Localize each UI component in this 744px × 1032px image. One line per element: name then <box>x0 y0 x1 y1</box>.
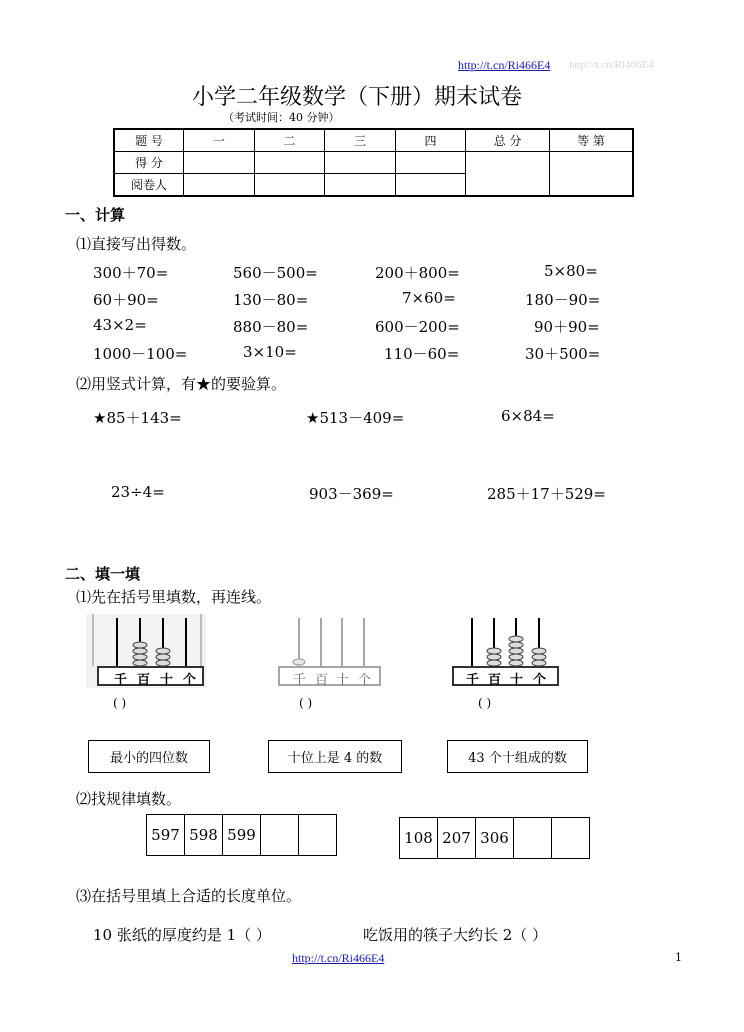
score-row-label: 得 分 <box>114 152 184 174</box>
section2-heading: 二、填一填 <box>65 565 141 583</box>
oral-item: 600－200= <box>375 318 460 336</box>
abacus-answer-blank[interactable]: ( ) <box>113 696 127 710</box>
score-cell[interactable] <box>184 174 255 197</box>
score-cell[interactable] <box>396 174 466 197</box>
oral-item: 7×60= <box>402 289 456 307</box>
s2-q2-prompt: ⑵找规律填数。 <box>76 790 182 808</box>
abacus-1 <box>86 614 206 688</box>
sequence-cell: 598 <box>185 815 223 856</box>
header-link[interactable]: http://t.cn/Ri466E4 <box>458 58 551 72</box>
score-cell[interactable] <box>325 174 396 197</box>
oral-item: 180－90= <box>525 291 601 309</box>
oral-item: 560－500= <box>233 264 318 282</box>
oral-item: 5×80= <box>544 262 598 280</box>
sequence-cell: 599 <box>223 815 261 856</box>
oral-item: 130－80= <box>233 291 309 309</box>
vertical-item: ★513－409= <box>306 409 405 427</box>
match-box-label: 十位上是 4 的数 <box>287 751 383 766</box>
vertical-item: 285＋17＋529= <box>487 485 606 503</box>
sequence-cell: 306 <box>476 818 514 859</box>
sequence-blank[interactable] <box>299 815 337 856</box>
vertical-item: 23÷4= <box>111 483 165 501</box>
score-table <box>113 128 634 197</box>
score-header-cell: 三 <box>325 129 396 152</box>
score-cell[interactable] <box>396 152 466 174</box>
score-header-cell: 一 <box>184 129 255 152</box>
abacus-2 <box>278 614 382 688</box>
sequence-cell: 108 <box>400 818 438 859</box>
oral-item: 880－80= <box>233 318 309 336</box>
abacus-label: 千 <box>466 673 480 688</box>
abacus-label: 十 <box>160 673 174 688</box>
q1-prompt: ⑴直接写出得数。 <box>76 235 197 253</box>
abacus-label: 千 <box>293 673 307 688</box>
score-row-label: 阅卷人 <box>114 174 184 197</box>
abacus-label: 十 <box>336 673 350 688</box>
score-cell[interactable] <box>255 174 325 197</box>
abacus-label: 百 <box>488 673 502 688</box>
sequence-blank[interactable] <box>552 818 590 859</box>
abacus-label: 个 <box>183 673 197 688</box>
abacus-label: 百 <box>137 673 151 688</box>
total-score-cell[interactable] <box>466 152 550 197</box>
abacus-answer-blank[interactable]: ( ) <box>478 696 492 710</box>
score-cell[interactable] <box>255 152 325 174</box>
exam-time: （考试时间：40 分钟） <box>223 111 340 124</box>
score-header-cell: 总 分 <box>466 129 550 152</box>
oral-item: 300＋70= <box>93 264 169 282</box>
abacus-label: 个 <box>358 673 372 688</box>
vertical-item: 6×84= <box>501 407 555 425</box>
score-header-cell: 二 <box>255 129 325 152</box>
page-number: 1 <box>675 951 682 964</box>
abacus-3 <box>452 614 560 694</box>
score-cell[interactable] <box>184 152 255 174</box>
s2-q3-prompt: ⑶在括号里填上合适的长度单位。 <box>76 887 302 905</box>
unit-question-a: 10 张纸的厚度约是 1（ ） <box>93 926 271 944</box>
header-ghost-link: http://t.cn/Ri466E4 <box>569 59 654 71</box>
match-box[interactable] <box>88 740 210 773</box>
q2-prompt: ⑵用竖式计算，有★的要验算。 <box>76 375 287 393</box>
oral-item: 110－60= <box>384 345 460 363</box>
oral-item: 200＋800= <box>375 264 460 282</box>
sequence-blank[interactable] <box>514 818 552 859</box>
match-box-label: 最小的四位数 <box>109 751 188 766</box>
unit-question-b: 吃饭用的筷子大约长 2（ ） <box>363 926 548 944</box>
s2-q1-prompt: ⑴先在括号里填数，再连线。 <box>76 588 272 606</box>
oral-item: 1000－100= <box>93 345 188 363</box>
match-box[interactable] <box>447 740 588 773</box>
score-cell[interactable] <box>325 152 396 174</box>
vertical-item: ★85＋143= <box>93 409 182 427</box>
oral-item: 60＋90= <box>93 291 159 309</box>
oral-item: 43×2= <box>93 316 147 334</box>
oral-item: 90＋90= <box>534 318 600 336</box>
oral-item: 3×10= <box>243 343 297 361</box>
match-box-label: 43 个十组成的数 <box>468 751 567 766</box>
abacus-label: 十 <box>510 673 524 688</box>
vertical-item: 903－369= <box>309 485 394 503</box>
section1-heading: 一、计算 <box>65 206 126 224</box>
abacus-label: 百 <box>315 673 329 688</box>
grade-cell[interactable] <box>550 152 634 197</box>
footer-link[interactable]: http://t.cn/Ri466E4 <box>292 951 385 965</box>
sequence-cell: 597 <box>147 815 185 856</box>
sequence-1 <box>146 814 337 856</box>
sequence-blank[interactable] <box>261 815 299 856</box>
oral-item: 30＋500= <box>525 345 601 363</box>
score-header-cell: 题 号 <box>114 129 184 152</box>
sequence-cell: 207 <box>438 818 476 859</box>
abacus-label: 千 <box>114 673 128 688</box>
match-box[interactable] <box>268 740 402 773</box>
page-title: 小学二年级数学（下册）期末试卷 <box>192 85 523 110</box>
score-header-cell: 四 <box>396 129 466 152</box>
score-header-cell: 等 第 <box>550 129 634 152</box>
abacus-answer-blank[interactable]: ( ) <box>299 696 313 710</box>
abacus-label: 个 <box>533 673 547 688</box>
sequence-2 <box>399 817 590 859</box>
